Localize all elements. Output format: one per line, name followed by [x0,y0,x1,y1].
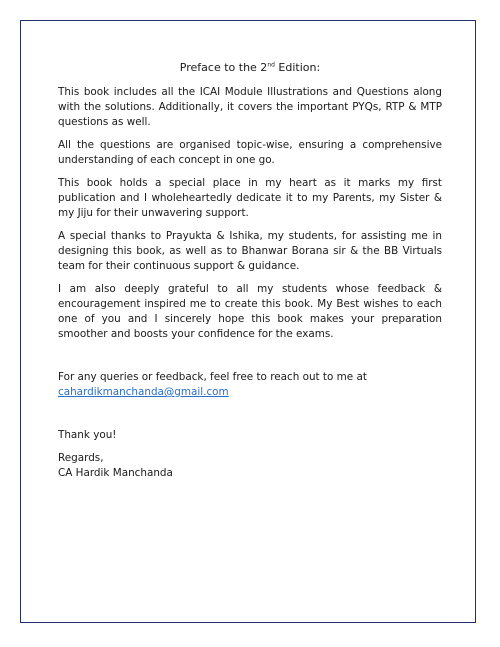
preface-title [58,60,442,75]
contact-text: For any queries or feedback, feel free to reach out to me at [58,371,367,383]
paragraph-gratitude: I am also deeply grateful to all my students whose feedback & encouragement inspired me to create this book. My Best wishes to each one of you and I sincerely hope this book makes your preparation smoother and boosts your confidence for the exams. [58,283,442,340]
title-suffix: Edition: [274,61,321,74]
contact-paragraph [58,370,442,400]
paragraph-topic-wise: All the questions are organised topic-wise, ensuring a comprehensive understanding of each concept in one go. [58,139,442,166]
preface-content [58,60,442,489]
regards-text: Regards, [58,452,104,464]
signature-block [58,451,442,481]
title-prefix: Preface to the 2 [179,61,268,74]
thank-you-text: Thank you! [58,429,117,441]
spacer [58,408,442,428]
paragraph-dedication: This book holds a special place in my heart as it marks my first publication and I wholeheartedly dedicate it to my Parents, my Sister & my Jiju for their unwavering support. [58,177,442,219]
paragraph-special-thanks: A special thanks to Prayukta & Ishika, my students, for assisting me in designing this book, as well as to Bhanwar Borana sir & the BB Virtuals team for their continuous support & guidance. [58,230,442,272]
spacer [58,350,442,370]
email-link[interactable]: cahardikmanchanda@gmail.com [58,386,229,398]
paragraph-icai-module: This book includes all the ICAI Module Illustrations and Questions along with the solutions. Additionally, it covers the important PYQs, RTP & MTP questions as well. [58,86,442,128]
author-name: CA Hardik Manchanda [58,467,173,479]
title-superscript: nd [267,61,275,69]
